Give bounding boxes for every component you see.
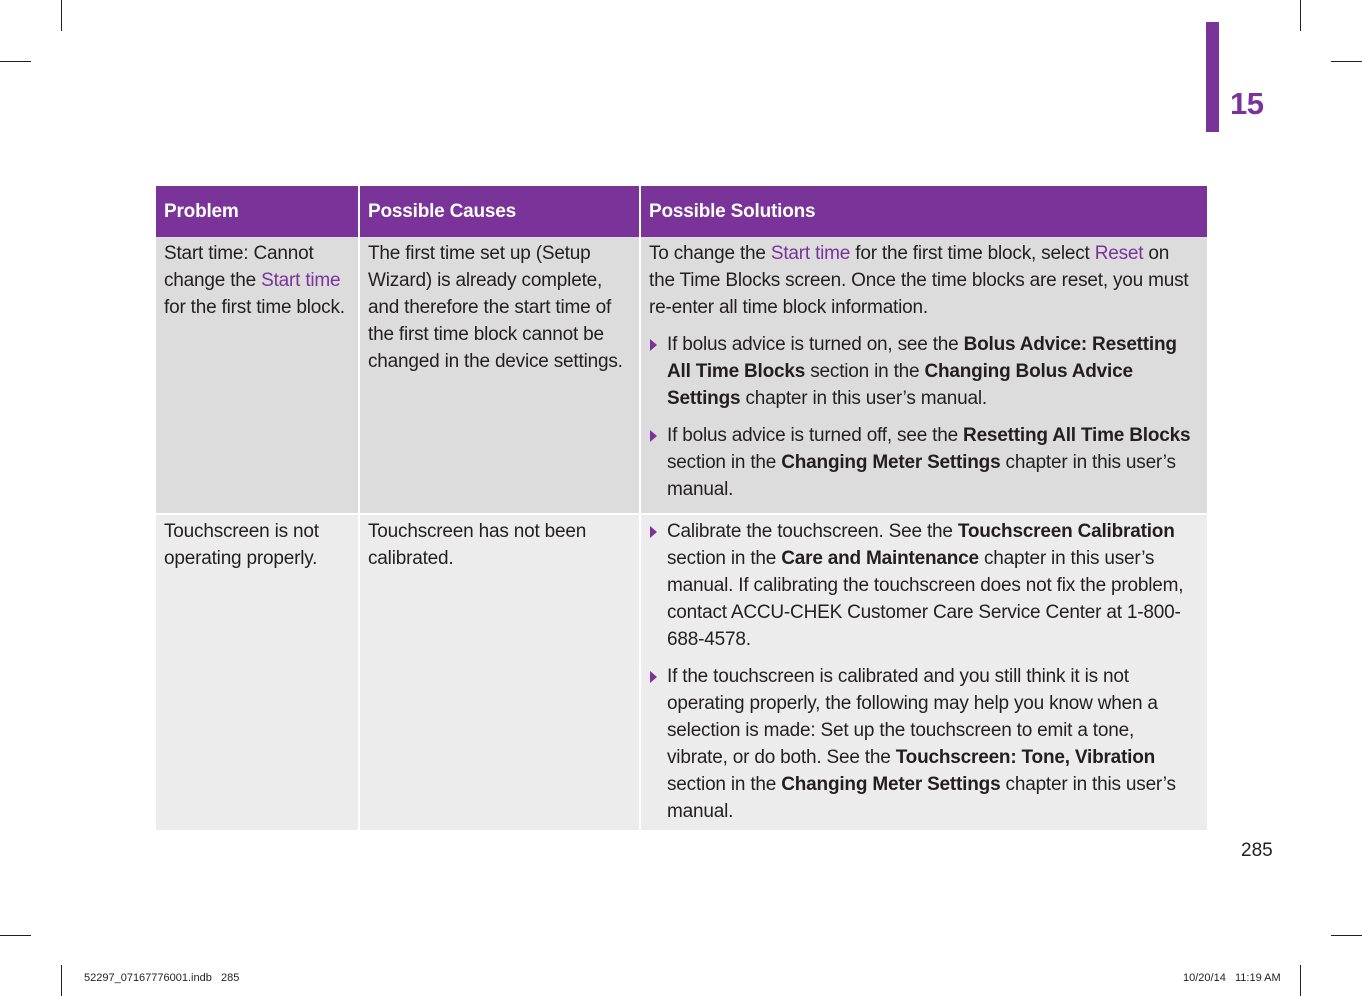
problem-cell: Touchscreen is not operating properly. [156,514,359,830]
start-time-term: Start time [770,243,851,264]
troubleshooting-table [156,186,1207,830]
slug-left: 52297_07167776001.indb 285 [84,972,240,984]
table-row [156,514,1207,830]
bullet-item: Calibrate the touchscreen. See the Touchscreen Calibration section in the Care and Maintenance chapter in this user’s manual. If calibrating the touchscreen does not fix the problem, contact ACCU-CHEK Customer Care Service Center at 1-800-688-4578. [649,518,1199,653]
solution-cell [640,237,1207,514]
chapter-number: 15 [1230,86,1264,121]
crop-mark [1300,965,1301,996]
chapter-tab [1206,22,1219,132]
solution-cell [640,514,1207,830]
start-time-term: Start time [261,270,341,291]
crop-mark [1300,0,1301,31]
header-possible-solutions: Possible Solutions [640,186,1207,237]
bullet-item: If bolus advice is turned on, see the Bolus Advice: Resetting All Time Blocks section in the Changing Bolus Advice Settings chapter in this user’s manual. [649,331,1199,412]
bullet-item: If bolus advice is turned off, see the Resetting All Time Blocks section in the Changing Meter Settings chapter in this user’s manual. [649,422,1199,503]
triangle-bullet-icon [650,430,657,442]
header-possible-causes: Possible Causes [359,186,640,237]
page-number: 285 [1241,840,1273,861]
table-row [156,237,1207,514]
table-header-row [156,186,1207,237]
crop-mark [1331,935,1362,936]
crop-mark [1331,61,1362,62]
header-problem: Problem [156,186,359,237]
problem-cell: Start time: Cannot change the Start time for the first time block. [156,237,359,514]
reset-term: Reset [1094,243,1144,264]
triangle-bullet-icon [650,339,657,351]
bullet-item: If the touchscreen is calibrated and you still think it is not operating properly, the following may help you know when a selection is made: Set up the touchscreen to emit a tone, vibrate, or do both. See the Touchscreen: Tone, Vibration section in the Changing Meter Settings chapter in this user’s manual. [649,663,1199,825]
solution-intro: To change the Start time for the first time block, select Reset on the Time Blocks screen. Once the time blocks are reset, you must re-enter all time block information. [649,243,1189,318]
crop-mark [0,61,31,62]
triangle-bullet-icon [650,526,657,538]
crop-mark [0,935,31,936]
crop-mark [61,0,62,31]
triangle-bullet-icon [650,671,657,683]
cause-cell: Touchscreen has not been calibrated. [359,514,640,830]
crop-mark [61,965,62,996]
slug-right: 10/20/14 11:19 AM [1183,972,1281,984]
cause-cell: The first time set up (Setup Wizard) is already complete, and therefore the start time of the first time block cannot be changed in the device settings. [359,237,640,514]
